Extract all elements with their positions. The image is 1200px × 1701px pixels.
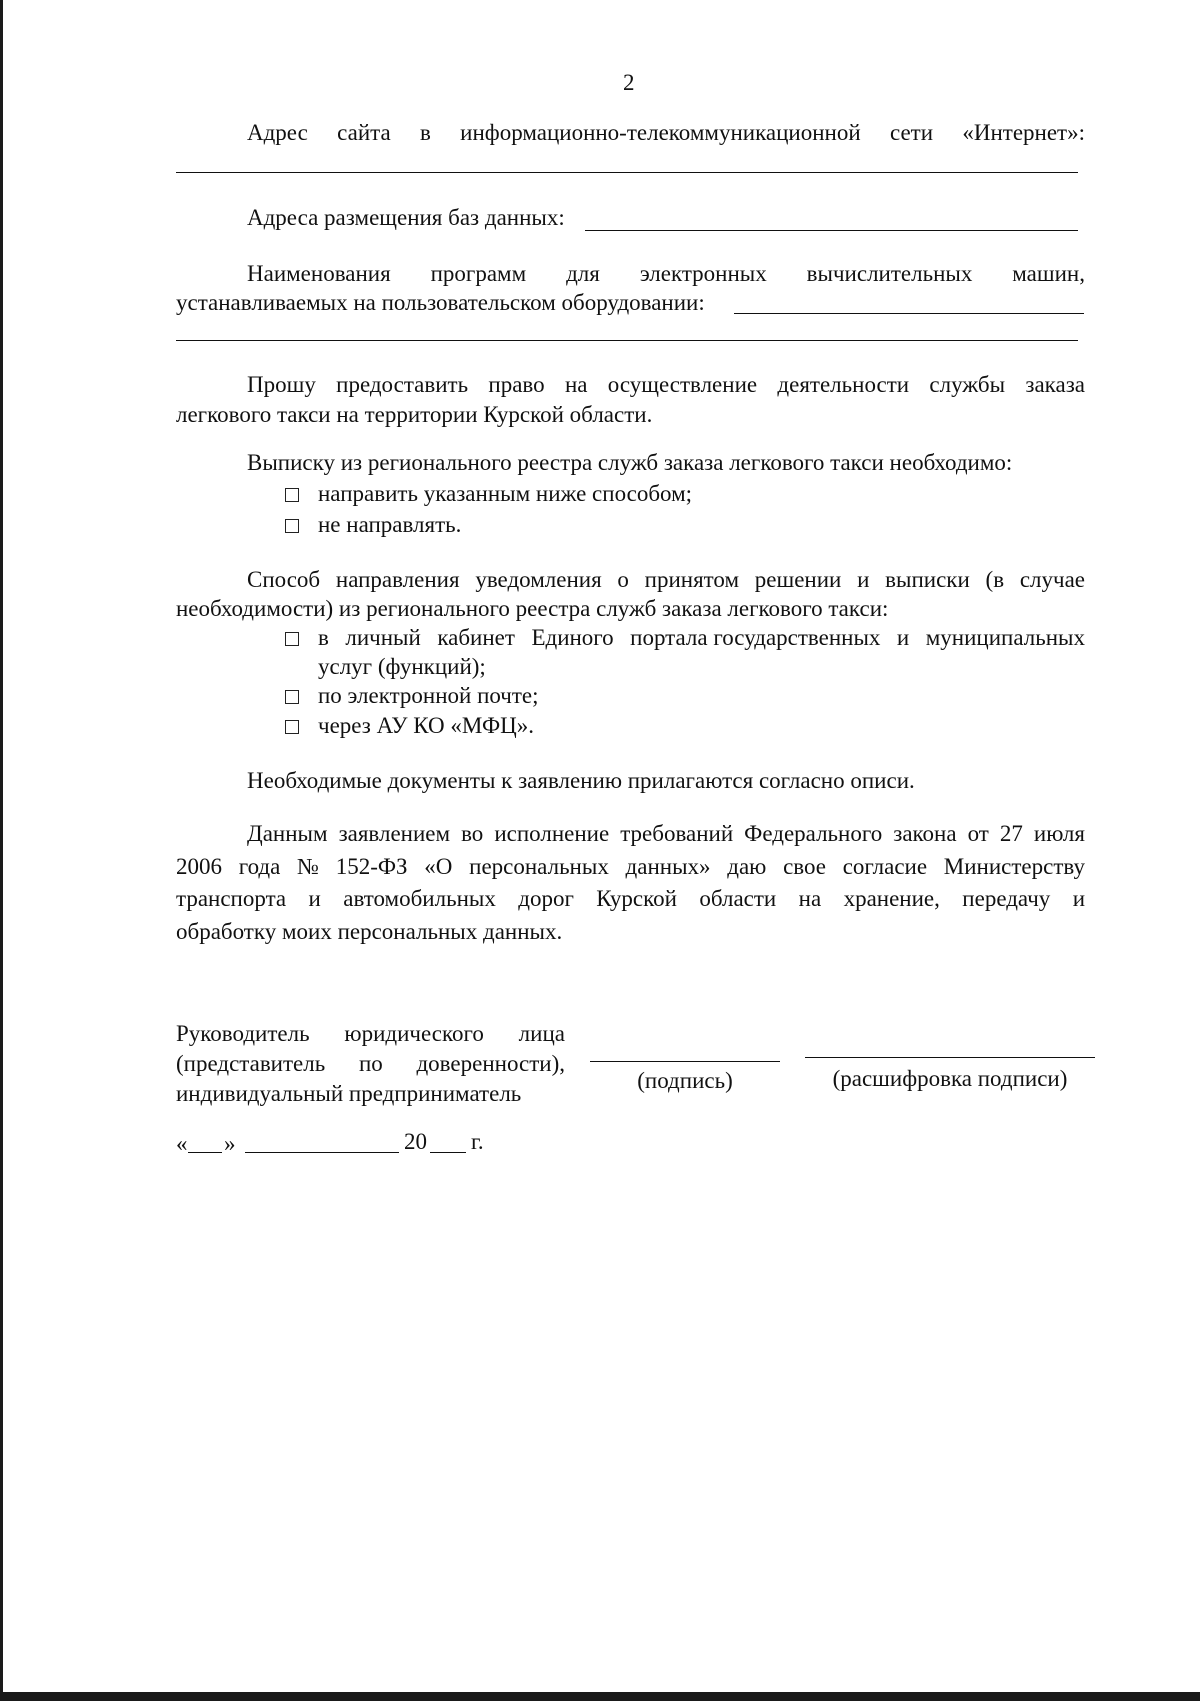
signature-caption: (подпись)	[637, 1068, 733, 1093]
delivery-option-portal-line1: в личный кабинет Единого портала государственных и муниципальных	[318, 625, 1085, 650]
delivery-option-email[interactable]: по электронной почте;	[285, 681, 539, 711]
date-day-input-line[interactable]	[188, 1152, 222, 1153]
consent-line3: транспорта и автомобильных дорог Курской области на хранение, передачу и	[176, 886, 1085, 911]
signature-input-line[interactable]	[590, 1061, 780, 1062]
extract-option-no-send[interactable]: не направлять.	[285, 510, 461, 540]
delivery-option-portal[interactable]	[285, 623, 1085, 653]
request-text-line2: легкового такси на территории Курской области.	[176, 402, 653, 427]
date-year-prefix: 20	[404, 1129, 427, 1154]
date-year-input-line[interactable]	[430, 1152, 466, 1153]
date-month-input-line[interactable]	[245, 1152, 399, 1153]
checkbox-icon[interactable]	[285, 720, 299, 734]
request-text-line1: Прошу предоставить право на осуществление деятельности службы заказа	[247, 372, 1085, 397]
page-number: 2	[623, 70, 635, 95]
programs-input-line-2[interactable]	[176, 340, 1078, 341]
checkbox-icon[interactable]	[285, 690, 299, 704]
date-year-suffix: г.	[471, 1129, 484, 1154]
programs-label-line2: устанавливаемых на пользовательском оборудовании:	[176, 290, 705, 315]
checkbox-icon[interactable]	[285, 519, 299, 533]
signer-role-line1: Руководитель юридического лица	[176, 1021, 565, 1046]
extract-option-send[interactable]: направить указанным ниже способом;	[285, 479, 692, 509]
documents-note: Необходимые документы к заявлению прилагаются согласно описи.	[247, 768, 915, 793]
website-label: Адрес сайта в информационно-телекоммуникационной сети «Интернет»:	[247, 120, 1085, 145]
delivery-option-portal-line2: услуг (функций);	[318, 654, 486, 679]
website-input-line[interactable]	[176, 172, 1078, 173]
delivery-option-mfc[interactable]: через АУ КО «МФЦ».	[285, 711, 534, 741]
programs-label-line1: Наименования программ для электронных вычислительных машин,	[247, 261, 1085, 286]
programs-input-line[interactable]	[734, 313, 1084, 314]
signer-role-line3: индивидуальный предприниматель	[176, 1081, 522, 1106]
date-open-quote: «	[176, 1131, 188, 1156]
delivery-heading-line2: необходимости) из регионального реестра служб заказа легкового такси:	[176, 596, 889, 621]
consent-line2: 2006 года № 152-ФЗ «О персональных данных» даю свое согласие Министерству	[176, 854, 1085, 879]
signer-role-line2: (представитель по доверенности),	[176, 1051, 565, 1076]
extract-heading: Выписку из регионального реестра служб заказа легкового такси необходимо:	[247, 450, 1013, 475]
databases-input-line[interactable]	[585, 230, 1078, 231]
signature-decoding-input-line[interactable]	[805, 1057, 1095, 1058]
consent-line1: Данным заявлением во исполнение требований Федерального закона от 27 июля	[247, 821, 1085, 846]
checkbox-icon[interactable]	[285, 632, 299, 646]
consent-line4: обработку моих персональных данных.	[176, 919, 563, 944]
date-close-quote: »	[224, 1131, 236, 1156]
checkbox-icon[interactable]	[285, 488, 299, 502]
signature-decoding-caption: (расшифровка подписи)	[832, 1066, 1068, 1091]
databases-label: Адреса размещения баз данных:	[247, 205, 565, 230]
delivery-heading-line1: Способ направления уведомления о принятом решении и выписки (в случае	[247, 567, 1085, 592]
